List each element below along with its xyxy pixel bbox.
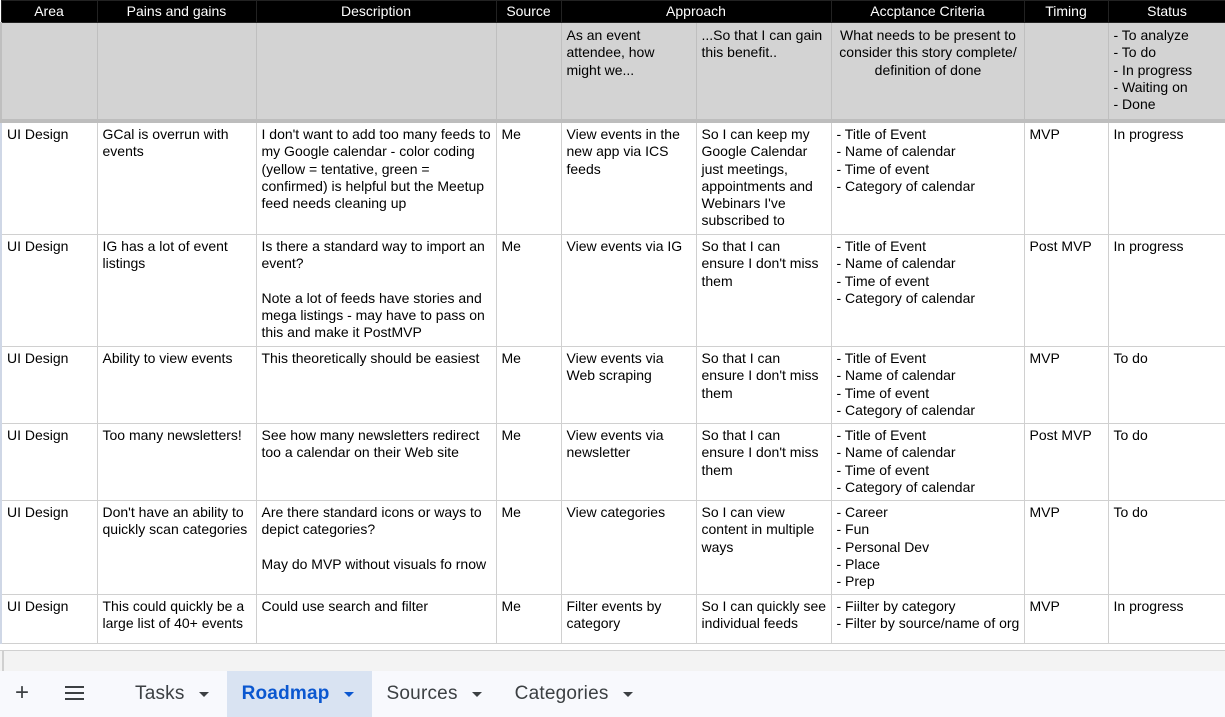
table-row — [1, 121, 1225, 235]
cell-criteria[interactable]: - Title of Event - Name of calendar - Time of event - Category of calendar — [831, 347, 1024, 424]
column-header-description[interactable]: Description — [256, 1, 496, 23]
cell-status[interactable]: To do — [1108, 347, 1225, 424]
cell-source[interactable]: Me — [496, 121, 561, 235]
subheader-approach-how[interactable]: As an event attendee, how might we... — [561, 23, 696, 122]
column-header-timing[interactable]: Timing — [1024, 1, 1108, 23]
sheet-tab-bar — [0, 671, 1225, 717]
sheet-tab-label: Roadmap — [241, 683, 330, 704]
chevron-down-icon[interactable] — [199, 692, 209, 697]
cell-timing[interactable]: MVP — [1024, 121, 1108, 235]
plus-icon: + — [14, 679, 29, 706]
column-header-area[interactable]: Area — [1, 1, 97, 23]
cell-description[interactable]: See how many newsletters redirect too a calendar on their Web site — [256, 424, 496, 501]
cell-approach[interactable]: View events via IG — [561, 235, 696, 347]
subheader-status-options[interactable]: - To analyze - To do - In progress - Waiting on - Done — [1108, 23, 1225, 122]
divider — [2, 651, 4, 671]
cell-criteria[interactable]: - Career - Fun - Personal Dev - Place - Prep — [831, 501, 1024, 595]
cell-area[interactable]: UI Design — [1, 424, 97, 501]
cell-criteria[interactable]: - Title of Event - Name of calendar - Time of event - Category of calendar — [831, 424, 1024, 501]
cell-timing[interactable]: Post MVP — [1024, 424, 1108, 501]
column-header-acceptance-criteria[interactable]: Accptance Criteria — [831, 1, 1024, 23]
subheader-acceptance[interactable]: What needs to be present to consider this story complete/ definition of done — [831, 23, 1024, 122]
sheet-tab-sources[interactable] — [372, 671, 500, 717]
cell-timing[interactable]: MVP — [1024, 347, 1108, 424]
column-header-pains-and-gains[interactable]: Pains and gains — [97, 1, 256, 23]
sheet-tab-label: Categories — [514, 683, 609, 704]
cell-description[interactable]: Are there standard icons or ways to depict categories? May do MVP without visuals fo rnow — [256, 501, 496, 595]
cell-criteria[interactable]: - Title of Event - Name of calendar - Time of event - Category of calendar — [831, 235, 1024, 347]
cell-status[interactable]: In progress — [1108, 235, 1225, 347]
cell-approach[interactable]: View events in the new app via ICS feeds — [561, 121, 696, 235]
cell-area[interactable]: UI Design — [1, 347, 97, 424]
cell-benefit[interactable]: So that I can ensure I don't miss them — [696, 347, 831, 424]
cell-status[interactable]: To do — [1108, 501, 1225, 595]
cell-description[interactable]: Is there a standard way to import an event? Note a lot of feeds have stories and mega listings - may have to pass on this and make it PostMVP — [256, 235, 496, 347]
cell-criteria[interactable]: - Title of Event - Name of calendar - Time of event - Category of calendar — [831, 121, 1024, 235]
cell-benefit[interactable]: So that I can ensure I don't miss them — [696, 235, 831, 347]
cell[interactable] — [496, 23, 561, 122]
cell-source[interactable]: Me — [496, 235, 561, 347]
cell[interactable] — [256, 23, 496, 122]
sheet-tab-tasks[interactable] — [120, 671, 227, 717]
table-row — [1, 235, 1225, 347]
cell-pains[interactable]: Too many newsletters! — [97, 424, 256, 501]
cell-pains[interactable]: GCal is overrun with events — [97, 121, 256, 235]
cell-benefit[interactable]: So I can keep my Google Calendar just meetings, appointments and Webinars I've subscribed to — [696, 121, 831, 235]
cell-criteria[interactable]: - Fiilter by category - Filter by source/name of org — [831, 595, 1024, 644]
cell-approach[interactable]: Filter events by category — [561, 595, 696, 644]
hamburger-menu-icon — [65, 686, 84, 700]
column-header-approach[interactable]: Approach — [561, 1, 831, 23]
cell-source[interactable]: Me — [496, 595, 561, 644]
cell-benefit[interactable]: So I can quickly see individual feeds — [696, 595, 831, 644]
column-header-source[interactable]: Source — [496, 1, 561, 23]
cell-timing[interactable]: Post MVP — [1024, 235, 1108, 347]
cell-area[interactable]: UI Design — [1, 235, 97, 347]
cell-benefit[interactable]: So I can view content in multiple ways — [696, 501, 831, 595]
all-sheets-button[interactable] — [60, 671, 88, 715]
cell-description[interactable]: Could use search and filter — [256, 595, 496, 644]
cell-source[interactable]: Me — [496, 501, 561, 595]
cell-benefit[interactable]: So that I can ensure I don't miss them — [696, 424, 831, 501]
cell-pains[interactable]: IG has a lot of event listings — [97, 235, 256, 347]
subheader-row — [1, 23, 1225, 122]
sheet-tab-label: Tasks — [135, 683, 185, 704]
cell-timing[interactable]: MVP — [1024, 501, 1108, 595]
cell-status[interactable]: In progress — [1108, 595, 1225, 644]
add-sheet-button[interactable] — [8, 671, 36, 715]
cell[interactable] — [97, 23, 256, 122]
chevron-down-icon[interactable] — [472, 692, 482, 697]
sheet-tab-roadmap[interactable] — [227, 671, 372, 717]
table-row — [1, 347, 1225, 424]
cell-status[interactable]: In progress — [1108, 121, 1225, 235]
cell[interactable] — [1, 23, 97, 122]
cell[interactable] — [1024, 23, 1108, 122]
cell-pains[interactable]: This could quickly be a large list of 40+ events — [97, 595, 256, 644]
subheader-approach-benefit[interactable]: ...So that I can gain this benefit.. — [696, 23, 831, 122]
chevron-down-icon[interactable] — [344, 692, 354, 697]
table-row — [1, 595, 1225, 644]
sheet-tab-label: Sources — [386, 683, 458, 704]
chevron-down-icon[interactable] — [623, 692, 633, 697]
column-header-status[interactable]: Status — [1108, 1, 1225, 23]
cell-source[interactable]: Me — [496, 424, 561, 501]
header-row — [1, 1, 1225, 23]
grid-bottom-area — [0, 650, 1225, 671]
cell-description[interactable]: This theoretically should be easiest — [256, 347, 496, 424]
cell-pains[interactable]: Don't have an ability to quickly scan categories — [97, 501, 256, 595]
table-row — [1, 424, 1225, 501]
table-row — [1, 501, 1225, 595]
cell-area[interactable]: UI Design — [1, 595, 97, 644]
sheet-tab-categories[interactable] — [500, 671, 651, 717]
cell-area[interactable]: UI Design — [1, 121, 97, 235]
cell-timing[interactable]: MVP — [1024, 595, 1108, 644]
cell-approach[interactable]: View categories — [561, 501, 696, 595]
cell-area[interactable]: UI Design — [1, 501, 97, 595]
cell-approach[interactable]: View events via Web scraping — [561, 347, 696, 424]
cell-description[interactable]: I don't want to add too many feeds to my Google calendar - color coding (yellow = tentative, green = confirmed) is helpful but the Meetup feed needs cleaning up — [256, 121, 496, 235]
cell-approach[interactable]: View events via newsletter — [561, 424, 696, 501]
cell-pains[interactable]: Ability to view events — [97, 347, 256, 424]
cell-source[interactable]: Me — [496, 347, 561, 424]
cell-status[interactable]: To do — [1108, 424, 1225, 501]
